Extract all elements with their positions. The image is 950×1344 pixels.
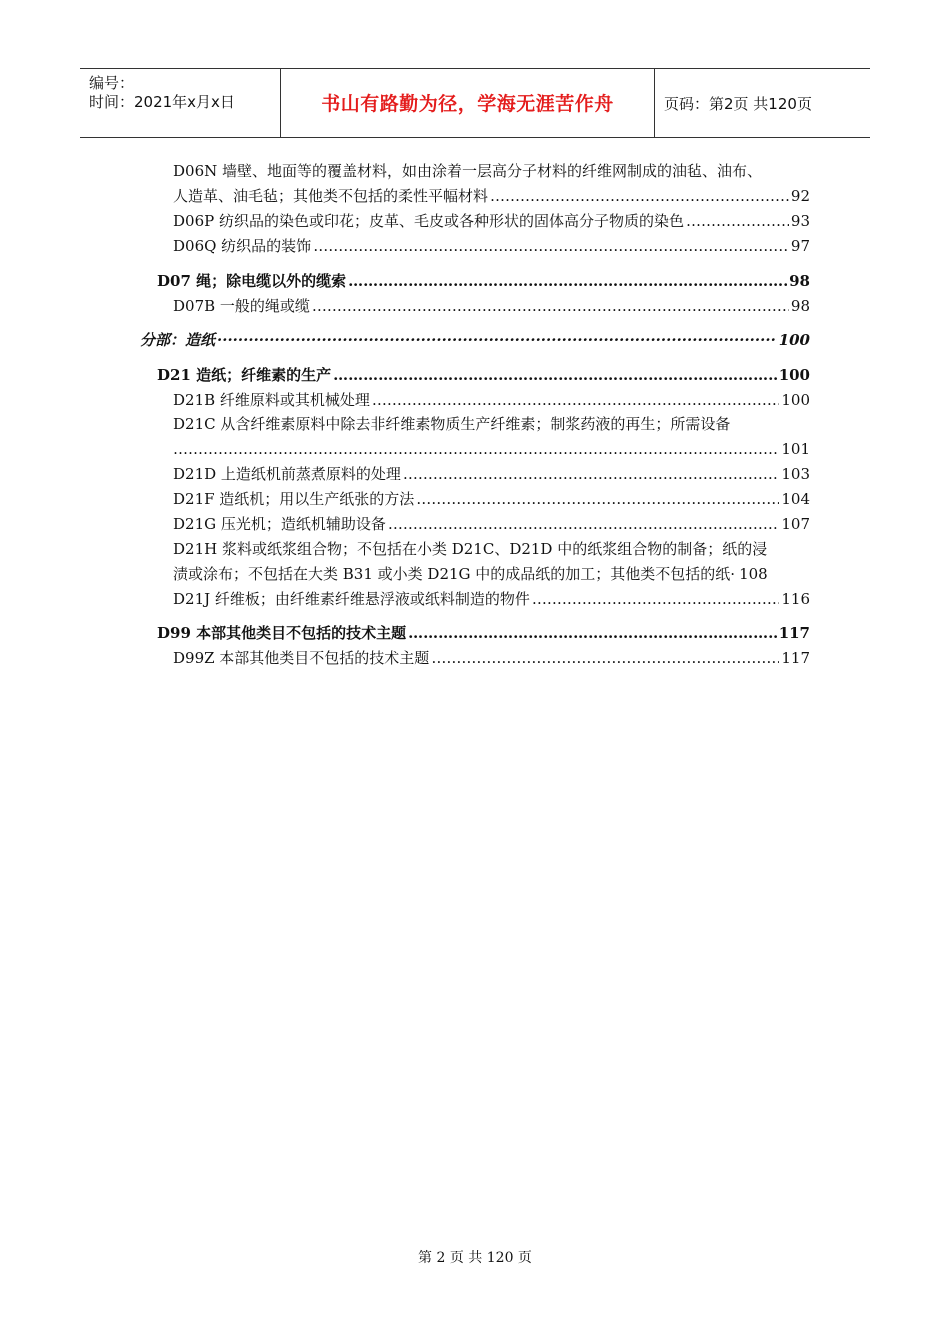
toc-page-number: 92 bbox=[790, 187, 810, 205]
toc-leader bbox=[431, 647, 779, 669]
toc-entry-d06n[interactable] bbox=[173, 185, 810, 207]
toc-leader bbox=[408, 622, 777, 644]
toc-entry-d07[interactable] bbox=[157, 270, 810, 292]
toc-entry-d21b[interactable] bbox=[173, 389, 810, 411]
toc-entry-title: D99 本部其他类目不包括的技术主题 bbox=[157, 624, 407, 642]
header-page-info: 页码：第2页 共120页 bbox=[664, 95, 812, 113]
toc-entry-title: D99Z 本部其他类目不包括的技术主题 bbox=[173, 649, 430, 667]
toc-entry-d06p[interactable] bbox=[173, 210, 810, 232]
toc-leader bbox=[173, 438, 779, 460]
toc-entry-title: 人造革、油毛毡；其他类不包括的柔性平幅材料 bbox=[173, 187, 489, 205]
toc-entry-title: D21J 纤维板；由纤维素纤维悬浮液或纸料制造的物件 bbox=[173, 590, 530, 608]
toc-leader bbox=[348, 270, 787, 292]
header-motto: 书山有路勤为径，学海无涯苦作舟 bbox=[321, 93, 614, 115]
toc-entry-d21[interactable] bbox=[157, 364, 810, 386]
toc-entry-sub-section[interactable] bbox=[140, 329, 810, 351]
toc-entry-title: D07B 一般的绳或缆 bbox=[173, 297, 310, 315]
toc-page-number: 97 bbox=[790, 237, 810, 255]
toc-page-number: 117 bbox=[778, 624, 810, 642]
document-header bbox=[80, 68, 870, 138]
toc-entry-title: D07 绳；除电缆以外的缆索 bbox=[157, 272, 347, 290]
toc-entry-d21h-line1: D21H 浆料或纸浆组合物；不包括在小类 D21C、D21D 中的纸浆组合物的制备；纸的浸 bbox=[173, 540, 768, 558]
toc-entry-title: D06P 纺织品的染色或印花；皮革、毛皮或各种形状的固体高分子物质的染色 bbox=[173, 212, 684, 230]
toc-leader bbox=[388, 513, 779, 535]
toc-entry-d21j[interactable] bbox=[173, 588, 810, 610]
toc-entry-d21f[interactable] bbox=[173, 488, 810, 510]
toc-entry-title: D06Q 纺织品的装饰 bbox=[173, 237, 312, 255]
document-time-label: 时间：2021年x月x日 bbox=[89, 93, 235, 111]
toc-entry-title: D21 造纸；纤维素的生产 bbox=[157, 366, 332, 384]
header-page-cell bbox=[655, 69, 870, 137]
toc-leader bbox=[490, 185, 789, 207]
toc-page-number: 117 bbox=[781, 649, 810, 667]
toc-page-number: 93 bbox=[790, 212, 810, 230]
toc-entry-d99[interactable] bbox=[157, 622, 810, 644]
toc-entry-d21g[interactable] bbox=[173, 513, 810, 535]
toc-page-number: 100 bbox=[778, 331, 810, 349]
toc-entry-title: D21F 造纸机；用以生产纸张的方法 bbox=[173, 490, 415, 508]
toc-entry-d21c[interactable] bbox=[173, 438, 810, 460]
header-meta-cell bbox=[80, 69, 281, 137]
page-footer: 第 2 页 共 120 页 bbox=[418, 1250, 532, 1266]
toc-leader bbox=[217, 329, 777, 351]
toc-page-number: 107 bbox=[781, 515, 810, 533]
toc-leader bbox=[416, 488, 779, 510]
toc-entry-d21h[interactable] bbox=[173, 563, 810, 585]
toc-leader bbox=[333, 364, 777, 386]
toc-leader bbox=[312, 295, 789, 317]
document-number-label: 编号： bbox=[89, 74, 135, 92]
toc-leader bbox=[372, 389, 779, 411]
toc-page-number: 98 bbox=[790, 297, 810, 315]
toc-page-number: 103 bbox=[781, 465, 810, 483]
toc-entry-title: 分部：造纸 bbox=[140, 331, 216, 349]
toc-leader bbox=[532, 588, 779, 610]
toc-entry-d06n-line1: D06N 墙壁、地面等的覆盖材料，如由涂着一层高分子材料的纤维网制成的油毡、油布、 bbox=[173, 162, 763, 180]
toc-entry-d06q[interactable] bbox=[173, 235, 810, 257]
toc-page-number: 116 bbox=[781, 590, 810, 608]
toc-page-number: 98 bbox=[789, 272, 810, 290]
toc-entry-title: D21B 纤维原料或其机械处理 bbox=[173, 391, 370, 409]
toc-page-number: 101 bbox=[781, 440, 810, 458]
toc-entry-title: 渍或涂布；不包括在大类 B31 或小类 D21G 中的成品纸的加工；其他类不包括的纸· bbox=[173, 565, 736, 583]
toc-entry-title: D21D 上造纸机前蒸煮原料的处理 bbox=[173, 465, 401, 483]
toc-leader bbox=[403, 463, 779, 485]
toc-leader bbox=[313, 235, 789, 257]
toc-entry-title: D21G 压光机；造纸机辅助设备 bbox=[173, 515, 386, 533]
toc-entry-d99z[interactable] bbox=[173, 647, 810, 669]
toc-page-number: 104 bbox=[781, 490, 810, 508]
toc-entry-d07b[interactable] bbox=[173, 295, 810, 317]
toc-page-number: 100 bbox=[781, 391, 810, 409]
toc-entry-d21d[interactable] bbox=[173, 463, 810, 485]
toc-entry-d21c-line1: D21C 从含纤维素原料中除去非纤维素物质生产纤维素；制浆药液的再生；所需设备 bbox=[173, 415, 731, 433]
toc-page-number: 100 bbox=[778, 366, 810, 384]
toc-leader bbox=[686, 210, 789, 232]
toc-page-number: 108 bbox=[739, 565, 768, 583]
header-motto-cell bbox=[281, 69, 655, 137]
